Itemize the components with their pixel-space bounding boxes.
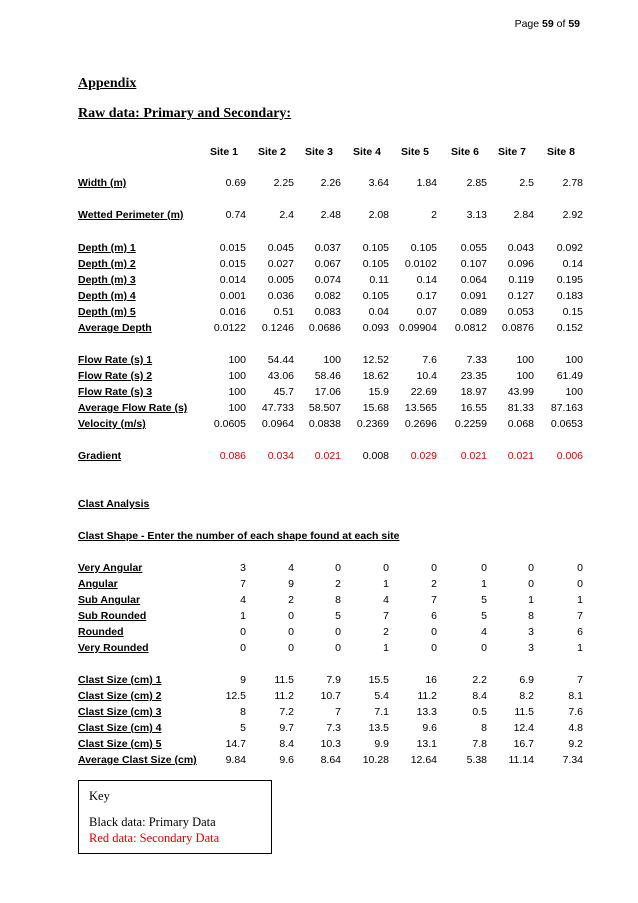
table-cell: 17.06	[314, 386, 341, 398]
table-cell: 47.733	[261, 402, 294, 414]
table-cell: 7.34	[562, 754, 583, 766]
table-row	[0, 690, 638, 704]
table-cell: 0.0653	[550, 418, 583, 430]
table-cell: 100	[565, 386, 583, 398]
table-cell: 0.2259	[454, 418, 487, 430]
table-cell: 11.5	[514, 706, 534, 718]
table-cell: 100	[516, 354, 534, 366]
table-cell: 7	[383, 610, 389, 622]
table-cell: 0.089	[460, 306, 487, 318]
table-cell: 2.08	[368, 209, 389, 221]
table-cell: 0	[431, 626, 437, 638]
table-cell: 2.26	[320, 177, 341, 189]
table-cell: 12.4	[513, 722, 534, 734]
row-label: Rounded	[78, 626, 124, 638]
row-label: Average Clast Size (cm)	[78, 754, 197, 766]
table-cell: 0.021	[507, 450, 534, 462]
row-label: Depth (m) 2	[78, 258, 136, 270]
table-cell: 0.091	[460, 290, 487, 302]
table-cell: 0	[240, 626, 246, 638]
table-cell: 100	[228, 370, 246, 382]
raw-data-title: Raw data: Primary and Secondary:	[78, 106, 292, 121]
row-label: Clast Size (cm) 3	[78, 706, 162, 718]
row-label: Clast Size (cm) 5	[78, 738, 162, 750]
table-row	[0, 290, 638, 304]
table-row	[0, 754, 638, 768]
row-label: Angular	[78, 578, 118, 590]
table-cell: 100	[228, 354, 246, 366]
table-row	[0, 322, 638, 336]
table-row	[0, 354, 638, 368]
table-cell: 2.85	[466, 177, 487, 189]
table-cell: 0	[288, 610, 294, 622]
table-cell: 9.84	[225, 754, 246, 766]
table-cell: 2	[335, 578, 341, 590]
table-row	[0, 626, 638, 640]
table-cell: 12.52	[362, 354, 389, 366]
table-cell: 0.015	[219, 242, 246, 254]
row-label: Average Flow Rate (s)	[78, 402, 188, 414]
row-label: Flow Rate (s) 1	[78, 354, 153, 366]
row-label: Flow Rate (s) 3	[78, 386, 153, 398]
table-cell: 2.2	[472, 674, 487, 686]
table-cell: 0.0838	[308, 418, 341, 430]
table-cell: 7.6	[422, 354, 437, 366]
table-cell: 100	[565, 354, 583, 366]
table-cell: 0.0102	[404, 258, 437, 270]
table-row	[0, 642, 638, 656]
site-header: Site 6	[450, 146, 479, 158]
table-cell: 0	[288, 626, 294, 638]
table-row	[0, 402, 638, 416]
table-cell: 6	[577, 626, 583, 638]
table-cell: 0	[288, 642, 294, 654]
table-row	[0, 274, 638, 288]
table-cell: 0.092	[556, 242, 583, 254]
table-cell: 61.49	[556, 370, 583, 382]
table-cell: 7.2	[279, 706, 294, 718]
table-cell: 8	[481, 722, 487, 734]
table-cell: 7	[335, 706, 341, 718]
table-cell: 16.55	[460, 402, 487, 414]
table-cell: 0.074	[314, 274, 341, 286]
table-cell: 81.33	[507, 402, 534, 414]
table-cell: 12.64	[410, 754, 437, 766]
table-cell: 7.33	[466, 354, 487, 366]
row-label: Velocity (m/s)	[78, 418, 146, 430]
site-header: Site 1	[209, 146, 238, 158]
table-cell: 6	[431, 610, 437, 622]
table-cell: 9.6	[279, 754, 294, 766]
table-row	[0, 738, 638, 752]
site-header: Site 8	[546, 146, 575, 158]
table-cell: 0	[431, 562, 437, 574]
table-cell: 1	[577, 642, 583, 654]
table-row	[0, 386, 638, 400]
key-title: Key	[89, 789, 110, 803]
table-cell: 7	[577, 674, 583, 686]
table-cell: 0.105	[362, 242, 389, 254]
table-cell: 9.6	[422, 722, 437, 734]
table-cell: 7.9	[326, 674, 341, 686]
table-cell: 0.152	[556, 322, 583, 334]
table-cell: 0.096	[507, 258, 534, 270]
table-cell: 4	[288, 562, 294, 574]
table-cell: 0.045	[267, 242, 294, 254]
table-cell: 0.016	[219, 306, 246, 318]
table-cell: 11.5	[274, 674, 294, 686]
clast-shape-label: Clast Shape - Enter the number of each shape found at each site	[78, 530, 400, 542]
table-cell: 7.3	[326, 722, 341, 734]
table-cell: 7.8	[472, 738, 487, 750]
table-row	[0, 370, 638, 384]
row-label: Gradient	[78, 450, 122, 462]
table-cell: 0.008	[362, 450, 389, 462]
row-label: Clast Size (cm) 1	[78, 674, 162, 686]
table-cell: 18.97	[460, 386, 487, 398]
table-row	[0, 258, 638, 272]
table-cell: 2	[431, 209, 437, 221]
table-cell: 0.021	[460, 450, 487, 462]
table-cell: 9.2	[568, 738, 583, 750]
table-row	[0, 722, 638, 736]
table-cell: 0.105	[362, 258, 389, 270]
table-cell: 9	[288, 578, 294, 590]
row-label: Sub Angular	[78, 594, 141, 606]
site-header: Site 5	[400, 146, 429, 158]
table-cell: 0	[335, 562, 341, 574]
row-label: Average Depth	[78, 322, 152, 334]
table-cell: 4	[481, 626, 487, 638]
row-label: Depth (m) 4	[78, 290, 136, 302]
row-label: Depth (m) 1	[78, 242, 136, 254]
table-cell: 58.507	[308, 402, 341, 414]
table-cell: 8.1	[568, 690, 583, 702]
table-row	[0, 610, 638, 624]
table-cell: 0.034	[267, 450, 294, 462]
table-cell: 7	[431, 594, 437, 606]
table-cell: 5.38	[466, 754, 487, 766]
table-cell: 4.8	[568, 722, 583, 734]
table-row	[0, 674, 638, 688]
table-cell: 0	[383, 562, 389, 574]
table-cell: 0.04	[368, 306, 389, 318]
table-cell: 100	[228, 402, 246, 414]
appendix-title: Appendix	[78, 76, 137, 91]
table-cell: 10.4	[416, 370, 437, 382]
table-cell: 10.3	[320, 738, 341, 750]
table-cell: 0.1246	[261, 322, 294, 334]
table-cell: 0	[528, 578, 534, 590]
table-cell: 0.69	[225, 177, 246, 189]
table-cell: 2.4	[279, 209, 294, 221]
table-cell: 8	[240, 706, 246, 718]
table-cell: 45.7	[273, 386, 294, 398]
table-row	[0, 562, 638, 576]
site-header: Site 4	[352, 146, 381, 158]
table-cell: 18.62	[362, 370, 389, 382]
table-cell: 54.44	[267, 354, 294, 366]
table-cell: 2	[288, 594, 294, 606]
table-cell: 22.69	[410, 386, 437, 398]
page-number: 59	[542, 18, 554, 30]
table-cell: 0.0964	[261, 418, 294, 430]
table-cell: 0.086	[219, 450, 246, 462]
table-cell: 3.13	[466, 209, 487, 221]
table-cell: 13.5	[368, 722, 389, 734]
table-cell: 1.84	[416, 177, 437, 189]
table-cell: 9	[240, 674, 246, 686]
row-label: Clast Size (cm) 2	[78, 690, 162, 702]
table-cell: 0	[481, 562, 487, 574]
table-cell: 0.037	[314, 242, 341, 254]
table-cell: 0.74	[225, 209, 246, 221]
table-cell: 2.92	[562, 209, 583, 221]
table-cell: 7.1	[374, 706, 389, 718]
key-primary: Black data: Primary Data	[89, 815, 216, 829]
table-cell: 0.055	[460, 242, 487, 254]
table-row	[0, 177, 638, 191]
table-cell: 23.35	[460, 370, 487, 382]
table-cell: 0.005	[267, 274, 294, 286]
table-cell: 0.07	[416, 306, 437, 318]
site-header: Site 2	[257, 146, 286, 158]
site-header: Site 7	[497, 146, 526, 158]
table-cell: 1	[481, 578, 487, 590]
table-cell: 0.029	[410, 450, 437, 462]
table-cell: 1	[383, 642, 389, 654]
table-cell: 0	[431, 642, 437, 654]
table-cell: 15.68	[362, 402, 389, 414]
table-cell: 2	[383, 626, 389, 638]
table-cell: 0.2696	[404, 418, 437, 430]
table-row	[0, 578, 638, 592]
table-cell: 0.0686	[308, 322, 341, 334]
table-cell: 3.64	[368, 177, 389, 189]
table-cell: 43.99	[507, 386, 534, 398]
page-of: of	[553, 18, 569, 30]
site-header-row	[0, 146, 638, 160]
table-cell: 0.119	[508, 274, 534, 286]
table-cell: 3	[528, 642, 534, 654]
table-cell: 0.067	[314, 258, 341, 270]
table-cell: 0.5	[472, 706, 487, 718]
table-cell: 0.001	[219, 290, 246, 302]
table-cell: 10.28	[362, 754, 389, 766]
table-row	[0, 706, 638, 720]
table-cell: 100	[516, 370, 534, 382]
table-cell: 0.0876	[501, 322, 534, 334]
table-cell: 5	[240, 722, 246, 734]
table-cell: 0	[335, 642, 341, 654]
page-header	[515, 18, 580, 30]
table-cell: 0.51	[273, 306, 294, 318]
table-cell: 9.9	[374, 738, 389, 750]
table-cell: 0.083	[314, 306, 341, 318]
table-cell: 58.46	[314, 370, 341, 382]
table-cell: 2.25	[273, 177, 294, 189]
table-cell: 0	[240, 642, 246, 654]
table-cell: 87.163	[550, 402, 583, 414]
table-cell: 8	[528, 610, 534, 622]
table-cell: 0	[335, 626, 341, 638]
table-cell: 5	[481, 610, 487, 622]
table-cell: 13.3	[416, 706, 437, 718]
table-cell: 7	[577, 610, 583, 622]
table-cell: 6.9	[519, 674, 534, 686]
row-label: Clast Size (cm) 4	[78, 722, 162, 734]
table-cell: 0.195	[556, 274, 583, 286]
table-cell: 2.84	[513, 209, 534, 221]
table-cell: 0.105	[362, 290, 389, 302]
table-row	[0, 306, 638, 320]
table-cell: 8.2	[519, 690, 534, 702]
table-cell: 11.2	[274, 690, 294, 702]
table-cell: 0.09904	[399, 322, 437, 334]
table-cell: 0.053	[507, 306, 534, 318]
table-cell: 0.014	[219, 274, 246, 286]
table-cell: 16	[425, 674, 437, 686]
table-cell: 0.064	[460, 274, 487, 286]
table-cell: 0.082	[314, 290, 341, 302]
table-cell: 0.006	[556, 450, 583, 462]
table-cell: 7	[240, 578, 246, 590]
table-cell: 11.2	[417, 690, 437, 702]
table-cell: 4	[383, 594, 389, 606]
table-row	[0, 209, 638, 223]
table-cell: 1	[383, 578, 389, 590]
table-cell: 5	[335, 610, 341, 622]
table-cell: 8.4	[472, 690, 487, 702]
table-cell: 0.0122	[213, 322, 246, 334]
table-cell: 0.021	[314, 450, 341, 462]
table-cell: 9.7	[279, 722, 294, 734]
table-cell: 43.06	[267, 370, 294, 382]
table-cell: 11.14	[508, 754, 534, 766]
table-cell: 7.6	[568, 706, 583, 718]
table-cell: 0.043	[507, 242, 534, 254]
table-cell: 0.183	[556, 290, 583, 302]
table-cell: 100	[323, 354, 341, 366]
table-row	[0, 242, 638, 256]
table-cell: 0.14	[562, 258, 583, 270]
page-total: 59	[568, 18, 580, 30]
table-cell: 2	[431, 578, 437, 590]
table-cell: 1	[240, 610, 246, 622]
table-cell: 3	[528, 626, 534, 638]
table-cell: 16.7	[513, 738, 534, 750]
table-cell: 0.0605	[213, 418, 246, 430]
table-cell: 0	[481, 642, 487, 654]
table-cell: 14.7	[225, 738, 246, 750]
table-cell: 0.11	[369, 274, 389, 286]
table-cell: 0	[577, 578, 583, 590]
clast-analysis-label: Clast Analysis	[78, 498, 150, 510]
table-cell: 0.15	[562, 306, 583, 318]
table-cell: 2.78	[562, 177, 583, 189]
row-label: Depth (m) 5	[78, 306, 136, 318]
site-header: Site 3	[304, 146, 333, 158]
row-label: Sub Rounded	[78, 610, 147, 622]
row-label: Depth (m) 3	[78, 274, 136, 286]
table-cell: 1	[528, 594, 534, 606]
row-label: Width (m)	[78, 177, 127, 189]
page-prefix: Page	[514, 18, 543, 30]
table-cell: 0.0812	[454, 322, 487, 334]
table-cell: 5	[481, 594, 487, 606]
table-row	[0, 594, 638, 608]
table-cell: 15.5	[368, 674, 389, 686]
table-cell: 0.027	[267, 258, 294, 270]
table-cell: 0.2369	[356, 418, 389, 430]
table-cell: 8.4	[279, 738, 294, 750]
row-label: Very Angular	[78, 562, 143, 574]
table-cell: 0.036	[267, 290, 294, 302]
table-cell: 8	[335, 594, 341, 606]
table-cell: 2.5	[519, 177, 534, 189]
table-row	[0, 450, 638, 464]
table-cell: 10.7	[320, 690, 341, 702]
table-cell: 12.5	[225, 690, 246, 702]
table-cell: 0.14	[416, 274, 437, 286]
table-cell: 15.9	[368, 386, 389, 398]
table-cell: 0.105	[410, 242, 437, 254]
table-cell: 0.17	[416, 290, 437, 302]
table-cell: 0.093	[362, 322, 389, 334]
table-cell: 0.015	[219, 258, 246, 270]
table-cell: 13.565	[404, 402, 437, 414]
table-cell: 2.48	[320, 209, 341, 221]
table-cell: 100	[228, 386, 246, 398]
key-box	[78, 780, 272, 854]
table-cell: 0.068	[507, 418, 534, 430]
table-cell: 0.107	[460, 258, 487, 270]
table-cell: 0.127	[507, 290, 534, 302]
table-cell: 0	[577, 562, 583, 574]
table-row	[0, 418, 638, 432]
table-cell: 0	[528, 562, 534, 574]
key-secondary: Red data: Secondary Data	[89, 831, 220, 845]
table-cell: 1	[577, 594, 583, 606]
row-label: Wetted Perimeter (m)	[78, 209, 184, 221]
table-cell: 8.64	[320, 754, 341, 766]
table-cell: 5.4	[374, 690, 389, 702]
table-cell: 3	[240, 562, 246, 574]
row-label: Flow Rate (s) 2	[78, 370, 153, 382]
row-label: Very Rounded	[78, 642, 149, 654]
table-cell: 13.1	[416, 738, 437, 750]
table-cell: 4	[240, 594, 246, 606]
